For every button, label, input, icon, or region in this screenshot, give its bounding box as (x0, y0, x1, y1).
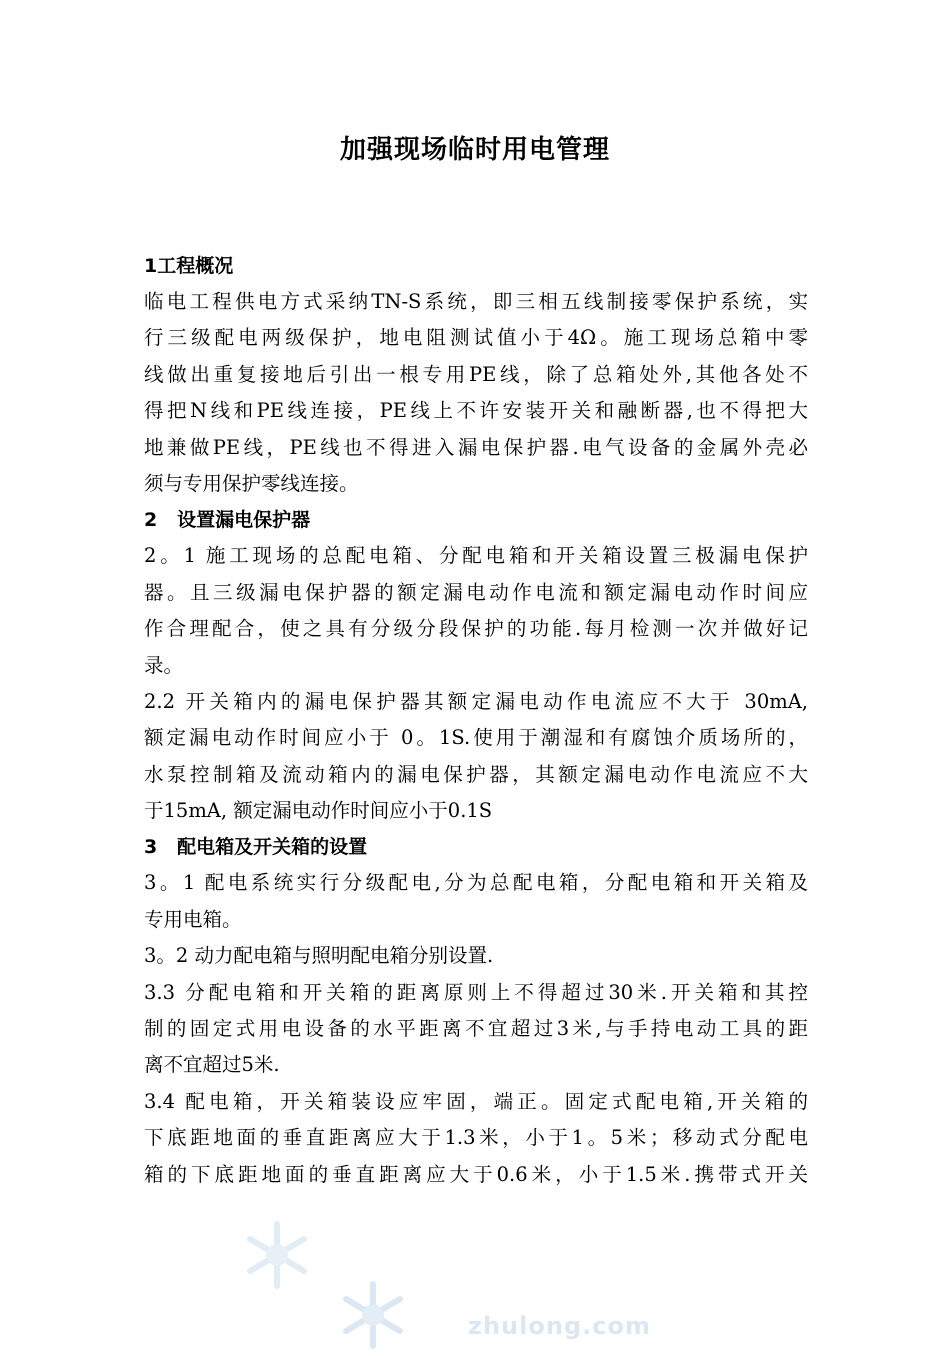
section-3-paragraph-1 (144, 865, 808, 938)
text-line: 作合理配合，使之具有分级分段保护的功能.每月检测一次并做好记 (144, 617, 808, 641)
section-3-paragraph-2 (144, 938, 808, 974)
text-line: 3。1 配电系统实行分级配电,分为总配电箱，分配电箱和开关箱及 (144, 871, 808, 895)
text-line: 行三级配电两级保护，地电阻测试值小于4Ω。施工现场总箱中零 (144, 326, 808, 350)
document-body (144, 248, 808, 1193)
snowflake-logo-icon (240, 1218, 314, 1292)
text-line: 2.2 开关箱内的漏电保护器其额定漏电动作电流应不大于 30mA, (144, 689, 808, 713)
section-heading-3: 3 配电箱及开关箱的设置 (144, 836, 368, 859)
watermark-logo (240, 1218, 314, 1296)
text-line: 制的固定式用电设备的水平距离不宜超过3米,与手持电动工具的距 (144, 1017, 808, 1041)
watermark-text: zhulong.com (468, 1312, 651, 1340)
text-line: 器。且三级漏电保护器的额定漏电动作电流和额定漏电动作时间应 (144, 580, 808, 604)
section-3-paragraph-3 (144, 975, 808, 1084)
text-line: 2。1 施工现场的总配电箱、分配电箱和开关箱设置三极漏电保护 (144, 544, 808, 568)
section-3-paragraph-4 (144, 1084, 808, 1193)
section-heading-2: 2 设置漏电保护器 (144, 509, 311, 532)
text-line: 3.3 分配电箱和开关箱的距离原则上不得超过30米.开关箱和其控 (144, 980, 808, 1004)
text-line: 3.4 配电箱，开关箱装设应牢固，端正。固定式配电箱,开关箱的 (144, 1089, 808, 1113)
text-line: 专用电箱。 (144, 907, 242, 931)
text-line: 离不宜超过5米. (144, 1053, 280, 1077)
section-heading-1: 1工程概况 (144, 255, 234, 277)
watermark-logo (336, 1278, 410, 1356)
text-line: 临电工程供电方式采纳TN-S系统，即三相五线制接零保护系统，实 (144, 290, 808, 313)
text-line: 箱的下底距地面的垂直距离应大于0.6米，小于1.5米.携带式开关 (144, 1162, 808, 1186)
section-1-paragraph-1 (144, 284, 808, 502)
section-2-paragraph-2 (144, 684, 808, 830)
text-line: 录。 (144, 653, 184, 677)
section-2-paragraph-1 (144, 538, 808, 684)
page-title: 加强现场临时用电管理 (339, 135, 610, 165)
text-line: 须与专用保护零线连接。 (144, 471, 359, 495)
text-line: 额定漏电动作时间应小于 0。1S.使用于潮湿和有腐蚀介质场所的， (144, 726, 808, 750)
snowflake-logo-icon (336, 1278, 410, 1352)
text-line: 3。2 动力配电箱与照明配电箱分别设置. (144, 944, 494, 968)
text-line: 线做出重复接地后引出一根专用PE线，除了总箱处外,其他各处不 (144, 362, 808, 386)
text-line: 于15mA, 额定漏电动作时间应小于0.1S (144, 799, 493, 823)
text-line: 地兼做PE线，PE线也不得进入漏电保护器.电气设备的金属外壳必 (144, 435, 808, 459)
text-line: 水泵控制箱及流动箱内的漏电保护器，其额定漏电动作电流应不大 (144, 762, 808, 786)
text-line: 得把N线和PE线连接，PE线上不许安装开关和融断器,也不得把大 (144, 399, 808, 423)
text-line: 下底距地面的垂直距离应大于1.3米，小于1。5米；移动式分配电 (144, 1126, 808, 1150)
